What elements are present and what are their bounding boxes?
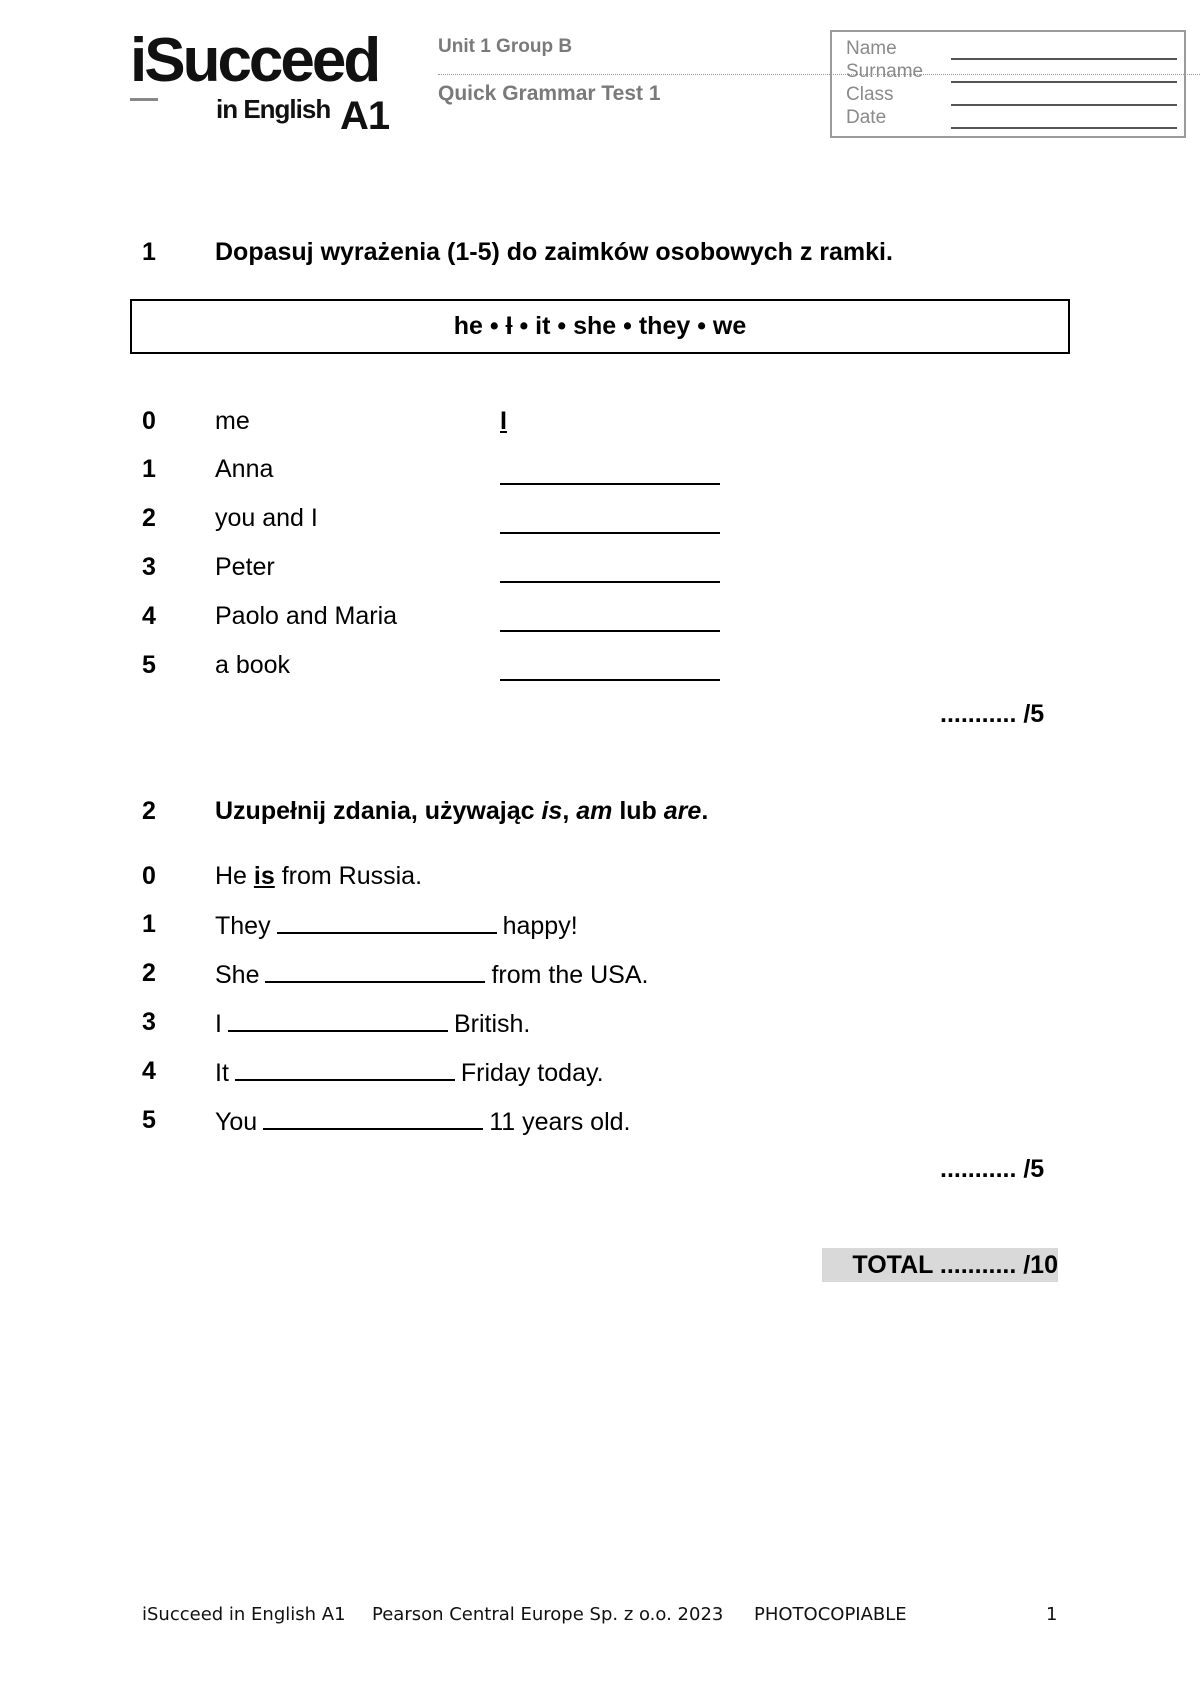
date-field[interactable] bbox=[951, 127, 1177, 129]
task1-item-num: 1 bbox=[142, 455, 156, 483]
task1-item-num: 3 bbox=[142, 553, 156, 581]
task2-example-sentence: He is from Russia. bbox=[215, 862, 423, 890]
name-field[interactable] bbox=[951, 58, 1177, 60]
word-they: they bbox=[638, 312, 691, 340]
task2-sentence: They happy! bbox=[215, 912, 578, 940]
word-box: he • I • it • she • they • we bbox=[130, 299, 1070, 354]
task1-answer-blank[interactable] bbox=[500, 630, 720, 632]
task1-item-text: me bbox=[215, 407, 250, 435]
task2-item-num: 4 bbox=[142, 1057, 156, 1085]
task2-answer-blank[interactable] bbox=[235, 1057, 455, 1081]
task2-instruction: Uzupełnij zdania, używając is, am lub are. bbox=[215, 797, 709, 825]
task2-sentence: I British. bbox=[215, 1010, 531, 1038]
footer-publisher: Pearson Central Europe Sp. z o.o. 2023 bbox=[372, 1604, 724, 1625]
class-label: Class bbox=[846, 84, 894, 105]
word-she: she bbox=[573, 312, 617, 340]
logo-underline bbox=[130, 98, 158, 101]
task1-score: ........... /5 bbox=[940, 700, 1045, 728]
class-field[interactable] bbox=[951, 104, 1177, 106]
task2-item-num: 3 bbox=[142, 1008, 156, 1036]
date-label: Date bbox=[846, 107, 887, 128]
task1-example-answer: I bbox=[500, 407, 507, 435]
task1-item-text: you and I bbox=[215, 504, 318, 532]
task2-answer-blank[interactable] bbox=[277, 910, 497, 934]
task1-item-text: Peter bbox=[215, 553, 275, 581]
task1-item-text: Anna bbox=[215, 455, 274, 483]
task1-answer-blank[interactable] bbox=[500, 483, 720, 485]
task2-item-num: 5 bbox=[142, 1106, 156, 1134]
logo-sub: in English bbox=[216, 94, 331, 124]
word-he: he bbox=[453, 312, 483, 340]
task2-answer-blank[interactable] bbox=[263, 1106, 483, 1130]
name-row bbox=[846, 38, 1166, 62]
page-number: 1 bbox=[1046, 1604, 1058, 1625]
task2-sentence: It Friday today. bbox=[215, 1059, 604, 1087]
task1-item-text: Paolo and Maria bbox=[215, 602, 398, 630]
task1-answer-blank[interactable] bbox=[500, 581, 720, 583]
task1-answer-blank[interactable] bbox=[500, 532, 720, 534]
logo bbox=[130, 26, 390, 140]
task2-example-answer: is bbox=[253, 862, 275, 890]
task2-item-num: 1 bbox=[142, 910, 156, 938]
word-it: it bbox=[535, 312, 551, 340]
task1-instruction: Dopasuj wyrażenia (1-5) do zaimków osobowych z ramki. bbox=[215, 238, 893, 266]
surname-field[interactable] bbox=[951, 81, 1177, 83]
class-row bbox=[846, 84, 1166, 108]
unit-label: Unit 1 Group B bbox=[438, 36, 573, 57]
footer-note: PHOTOCOPIABLE bbox=[754, 1604, 907, 1625]
task1-item-text: a book bbox=[215, 651, 291, 679]
surname-label: Surname bbox=[846, 61, 924, 82]
task1-item-num: 2 bbox=[142, 504, 156, 532]
task1-item-num: 0 bbox=[142, 407, 156, 435]
task1-answer-blank[interactable] bbox=[500, 679, 720, 681]
student-info-box bbox=[830, 30, 1186, 138]
task2-sentence: You 11 years old. bbox=[215, 1108, 631, 1136]
task2-answer-blank[interactable] bbox=[265, 959, 485, 983]
footer-book: iSucceed in English A1 bbox=[142, 1604, 346, 1625]
task2-number: 2 bbox=[142, 797, 156, 825]
task2-answer-blank[interactable] bbox=[228, 1008, 448, 1032]
task1-item-num: 4 bbox=[142, 602, 156, 630]
date-row bbox=[846, 107, 1166, 131]
logo-level: A1 bbox=[340, 94, 390, 138]
total-score: TOTAL ........... /10 bbox=[822, 1248, 1058, 1282]
surname-row bbox=[846, 61, 1166, 85]
word-we: we bbox=[712, 312, 747, 340]
task2-score: ........... /5 bbox=[940, 1155, 1045, 1183]
task2-item-num: 0 bbox=[142, 862, 156, 890]
test-title: Quick Grammar Test 1 bbox=[438, 82, 661, 105]
task2-sentence: She from the USA. bbox=[215, 961, 649, 989]
name-label: Name bbox=[846, 38, 897, 59]
task1-item-num: 5 bbox=[142, 651, 156, 679]
word-i-used: I bbox=[505, 312, 513, 340]
task2-item-num: 2 bbox=[142, 959, 156, 987]
logo-brand: iSucceed bbox=[130, 26, 379, 95]
task1-number: 1 bbox=[142, 238, 156, 266]
